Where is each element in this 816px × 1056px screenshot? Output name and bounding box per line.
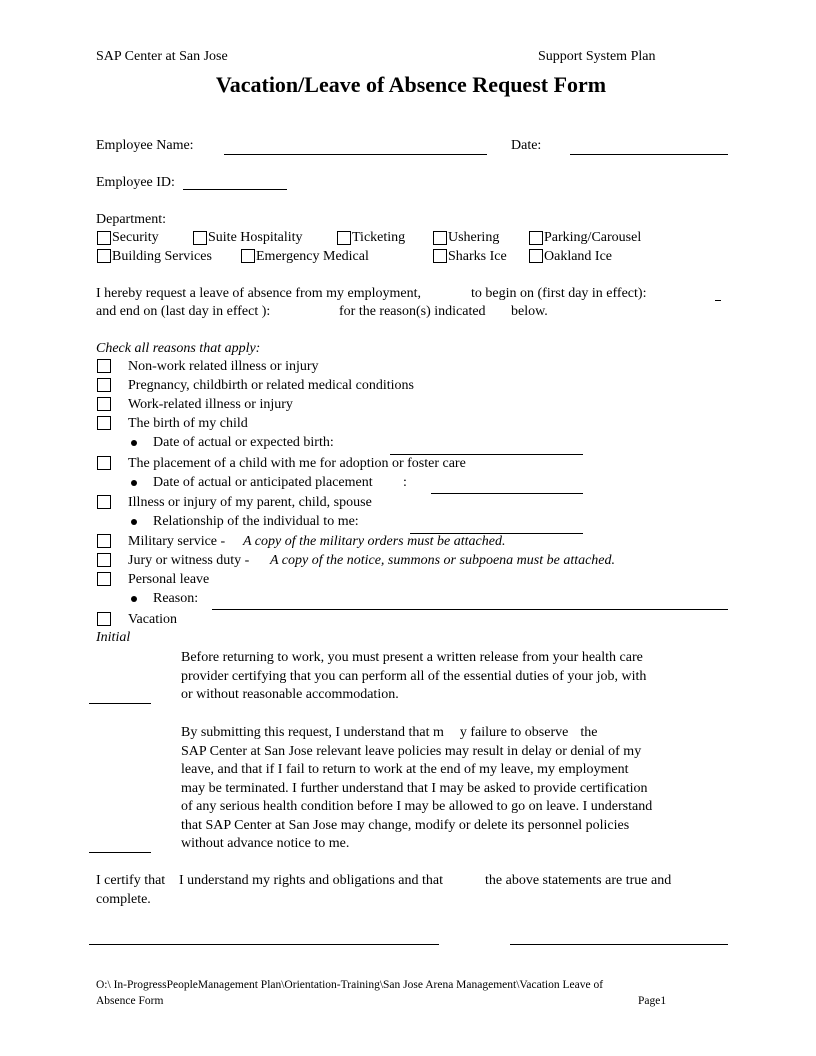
statement-policy-line: leave, and that if I fail to return to work at the end of my leave, my employment [181, 762, 629, 777]
footer-page-number: Page1 [638, 995, 667, 1007]
reason-placement-checkbox[interactable] [97, 456, 111, 470]
dept-suite-hospitality-checkbox[interactable] [193, 231, 207, 245]
reason-vacation-checkbox[interactable] [97, 612, 111, 626]
placement-date-label: Date of actual or anticipated placement [153, 475, 373, 490]
bullet-icon [131, 519, 137, 525]
reason-vacation-label: Vacation [128, 612, 177, 627]
statement-policy-fragment: y failure to observe [459, 725, 569, 740]
military-note: A copy of the military orders must be attached. [243, 534, 506, 549]
request-text-2: to begin on (first day in effect): [471, 286, 647, 301]
reason-personal-label: Personal leave [128, 572, 210, 587]
birth-date-field[interactable] [390, 454, 583, 455]
dept-sharks-ice-label: Sharks Ice [448, 249, 507, 264]
reason-family-illness-label: Illness or injury of my parent, child, spouse [128, 495, 372, 510]
initial-label: Initial [96, 630, 131, 645]
statement-release [181, 649, 721, 705]
dept-parking-carousel-checkbox[interactable] [529, 231, 543, 245]
dept-building-services-checkbox[interactable] [97, 249, 111, 263]
reason-work-illness-checkbox[interactable] [97, 397, 111, 411]
reason-placement-label: The placement of a child with me for adoption or foster care [128, 456, 466, 471]
dept-emergency-medical-label: Emergency Medical [256, 249, 369, 264]
statement-policy-line: of any serious health condition before I may be allowed to go on leave. I understand [181, 799, 653, 814]
footer-path-line2: Absence Form [96, 995, 164, 1007]
statement-release-line: provider certifying that you can perform all of the essential duties of your job, with [181, 668, 647, 684]
dept-building-services-label: Building Services [112, 249, 212, 264]
reason-birth-label: The birth of my child [128, 416, 248, 431]
dept-ticketing-checkbox[interactable] [337, 231, 351, 245]
initial-field-2[interactable] [89, 852, 151, 853]
start-date-field[interactable] [715, 300, 721, 301]
footer-path-line1: O:\ In-ProgressPeopleManagement Plan\Orientation-Training\San Jose Arena Management\Vacation Leave of [96, 979, 604, 991]
reason-personal-checkbox[interactable] [97, 572, 111, 586]
statement-policy [181, 724, 726, 854]
reason-pregnancy-label: Pregnancy, childbirth or related medical conditions [128, 378, 415, 393]
reason-jury-checkbox[interactable] [97, 553, 111, 567]
reasons-heading: Check all reasons that apply: [96, 341, 261, 356]
dept-sharks-ice-checkbox[interactable] [433, 249, 447, 263]
bullet-icon [131, 440, 137, 446]
birth-date-label: Date of actual or expected birth: [153, 435, 334, 450]
statement-policy-line: without advance notice to me. [181, 836, 350, 851]
statement-release-line: or without reasonable accommodation. [181, 687, 399, 702]
request-text-5: below. [511, 304, 548, 319]
jury-note: A copy of the notice, summons or subpoena must be attached. [270, 553, 616, 568]
personal-reason-field[interactable] [212, 609, 728, 610]
reason-jury-label: Jury or witness duty - [128, 553, 250, 568]
reason-family-illness-checkbox[interactable] [97, 495, 111, 509]
statement-policy-line [181, 724, 726, 743]
header-right: Support System Plan [538, 49, 656, 64]
employee-name-label: Employee Name: [96, 138, 194, 153]
statement-policy-fragment: By submitting this request, I understand that m [181, 725, 444, 740]
reason-nonwork-illness-checkbox[interactable] [97, 359, 111, 373]
dept-ticketing-label: Ticketing [352, 230, 406, 245]
reason-pregnancy-checkbox[interactable] [97, 378, 111, 392]
certify-text-d: complete. [96, 892, 151, 907]
dept-suite-hospitality-label: Suite Hospitality [208, 230, 303, 245]
request-text-1: I hereby request a leave of absence from my employment, [96, 286, 421, 301]
placement-date-field[interactable] [431, 493, 583, 494]
certify-text-c: the above statements are true and [485, 873, 672, 888]
statement-policy-line: SAP Center at San Jose relevant leave policies may result in delay or denial of my [181, 743, 642, 759]
employee-name-field[interactable] [224, 154, 487, 155]
reason-nonwork-illness-label: Non-work related illness or injury [128, 359, 319, 374]
dept-oakland-ice-label: Oakland Ice [544, 249, 613, 264]
dept-oakland-ice-checkbox[interactable] [529, 249, 543, 263]
employee-id-label: Employee ID: [96, 175, 175, 190]
reason-military-checkbox[interactable] [97, 534, 111, 548]
request-text-4: for the reason(s) indicated [339, 304, 486, 319]
request-text-3: and end on (last day in effect ): [96, 304, 271, 319]
reason-military-label: Military service - [128, 534, 226, 549]
dept-parking-carousel-label: Parking/Carousel [544, 230, 642, 245]
dept-emergency-medical-checkbox[interactable] [241, 249, 255, 263]
signature-date-field[interactable] [510, 944, 728, 945]
personal-reason-label: Reason: [153, 591, 199, 606]
department-label: Department: [96, 212, 166, 227]
relationship-label: Relationship of the individual to me: [153, 514, 359, 529]
placement-date-colon: : [403, 475, 407, 490]
statement-policy-line: may be terminated. I further understand that I may be asked to provide certification [181, 780, 648, 796]
certify-text-a: I certify that [96, 873, 166, 888]
bullet-icon [131, 480, 137, 486]
reason-work-illness-label: Work-related illness or injury [128, 397, 293, 412]
dept-ushering-label: Ushering [448, 230, 500, 245]
certify-text-b: I understand my rights and obligations and that [179, 873, 444, 888]
dept-ushering-checkbox[interactable] [433, 231, 447, 245]
bullet-icon [131, 596, 137, 602]
signature-field[interactable] [89, 944, 439, 945]
date-label: Date: [511, 138, 542, 153]
statement-policy-line: that SAP Center at San Jose may change, modify or delete its personnel policies [181, 817, 630, 833]
dept-security-checkbox[interactable] [97, 231, 111, 245]
initial-field-1[interactable] [89, 703, 151, 704]
reason-birth-checkbox[interactable] [97, 416, 111, 430]
dept-security-label: Security [112, 230, 159, 245]
employee-id-field[interactable] [183, 189, 287, 190]
statement-release-line: Before returning to work, you must present a written release from your health care [181, 650, 643, 665]
statement-policy-fragment: the [580, 725, 598, 740]
header-left: SAP Center at San Jose [96, 49, 228, 64]
form-title: Vacation/Leave of Absence Request Form [215, 72, 607, 97]
date-field[interactable] [570, 154, 728, 155]
